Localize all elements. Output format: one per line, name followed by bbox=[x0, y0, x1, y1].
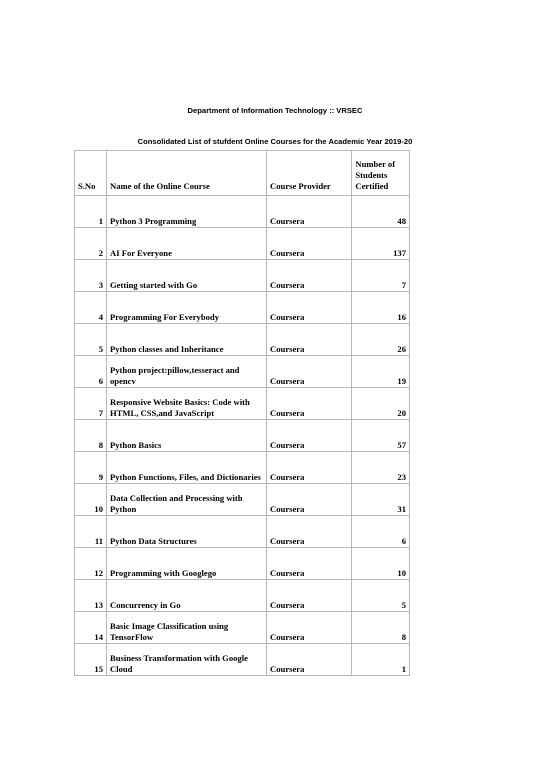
cell-sno: 11 bbox=[75, 516, 107, 548]
cell-provider: Coursera bbox=[267, 516, 352, 548]
header-sno: S.No bbox=[75, 151, 107, 196]
cell-course-name: Python Functions, Files, and Dictionaries bbox=[107, 452, 267, 484]
cell-certified: 20 bbox=[352, 388, 410, 420]
cell-certified: 57 bbox=[352, 420, 410, 452]
table-row bbox=[75, 356, 410, 388]
document-subtitle: Consolidated List of stufdent Online Courses for the Academic Year 2019-20 bbox=[137, 137, 413, 146]
cell-sno: 9 bbox=[75, 452, 107, 484]
cell-sno: 2 bbox=[75, 228, 107, 260]
cell-sno: 10 bbox=[75, 484, 107, 516]
cell-certified: 7 bbox=[352, 260, 410, 292]
cell-course-name: Data Collection and Processing with Python bbox=[107, 484, 267, 516]
table-row bbox=[75, 516, 410, 548]
table-row bbox=[75, 388, 410, 420]
cell-certified: 6 bbox=[352, 516, 410, 548]
cell-sno: 15 bbox=[75, 644, 107, 676]
cell-provider: Coursera bbox=[267, 228, 352, 260]
table-row bbox=[75, 292, 410, 324]
cell-course-name: Python 3 Programming bbox=[107, 196, 267, 228]
cell-certified: 10 bbox=[352, 548, 410, 580]
cell-course-name: Python project:pillow,tesseract and opencv bbox=[107, 356, 267, 388]
cell-provider: Coursera bbox=[267, 324, 352, 356]
cell-certified: 137 bbox=[352, 228, 410, 260]
table-row bbox=[75, 228, 410, 260]
header-course-name: Name of the Online Course bbox=[107, 151, 267, 196]
table-row bbox=[75, 484, 410, 516]
cell-certified: 8 bbox=[352, 612, 410, 644]
cell-provider: Coursera bbox=[267, 388, 352, 420]
cell-course-name: Business Transformation with Google Cloud bbox=[107, 644, 267, 676]
cell-course-name: Responsive Website Basics: Code with HTML, CSS,and JavaScript bbox=[107, 388, 267, 420]
cell-course-name: Python classes and Inheritance bbox=[107, 324, 267, 356]
cell-provider: Coursera bbox=[267, 484, 352, 516]
cell-provider: Coursera bbox=[267, 196, 352, 228]
table-row bbox=[75, 196, 410, 228]
cell-sno: 6 bbox=[75, 356, 107, 388]
cell-certified: 5 bbox=[352, 580, 410, 612]
courses-table bbox=[74, 150, 410, 676]
cell-certified: 1 bbox=[352, 644, 410, 676]
cell-sno: 3 bbox=[75, 260, 107, 292]
department-heading: Department of Information Technology :: VRSEC bbox=[187, 106, 363, 115]
cell-provider: Coursera bbox=[267, 260, 352, 292]
cell-sno: 7 bbox=[75, 388, 107, 420]
cell-course-name: Getting started with Go bbox=[107, 260, 267, 292]
cell-sno: 12 bbox=[75, 548, 107, 580]
cell-course-name: Python Basics bbox=[107, 420, 267, 452]
cell-certified: 23 bbox=[352, 452, 410, 484]
table-row bbox=[75, 260, 410, 292]
cell-certified: 26 bbox=[352, 324, 410, 356]
cell-sno: 8 bbox=[75, 420, 107, 452]
table-header-row bbox=[75, 151, 410, 196]
cell-sno: 1 bbox=[75, 196, 107, 228]
cell-course-name: Programming For Everybody bbox=[107, 292, 267, 324]
table-row bbox=[75, 612, 410, 644]
table-row bbox=[75, 644, 410, 676]
cell-course-name: AI For Everyone bbox=[107, 228, 267, 260]
table-row bbox=[75, 324, 410, 356]
table-row bbox=[75, 548, 410, 580]
table-row bbox=[75, 580, 410, 612]
cell-provider: Coursera bbox=[267, 612, 352, 644]
cell-provider: Coursera bbox=[267, 452, 352, 484]
header-students-certified: Number of Students Certified bbox=[352, 151, 410, 196]
cell-provider: Coursera bbox=[267, 580, 352, 612]
cell-sno: 14 bbox=[75, 612, 107, 644]
cell-sno: 4 bbox=[75, 292, 107, 324]
table-row bbox=[75, 452, 410, 484]
cell-sno: 5 bbox=[75, 324, 107, 356]
table-row bbox=[75, 420, 410, 452]
cell-provider: Coursera bbox=[267, 548, 352, 580]
cell-provider: Coursera bbox=[267, 292, 352, 324]
cell-certified: 31 bbox=[352, 484, 410, 516]
cell-provider: Coursera bbox=[267, 356, 352, 388]
cell-certified: 19 bbox=[352, 356, 410, 388]
cell-certified: 48 bbox=[352, 196, 410, 228]
header-course-provider: Course Provider bbox=[267, 151, 352, 196]
cell-provider: Coursera bbox=[267, 644, 352, 676]
cell-course-name: Basic Image Classification using TensorFlow bbox=[107, 612, 267, 644]
cell-course-name: Python Data Structures bbox=[107, 516, 267, 548]
cell-certified: 16 bbox=[352, 292, 410, 324]
cell-course-name: Concurrency in Go bbox=[107, 580, 267, 612]
cell-course-name: Programming with Googlego bbox=[107, 548, 267, 580]
cell-sno: 13 bbox=[75, 580, 107, 612]
cell-provider: Coursera bbox=[267, 420, 352, 452]
